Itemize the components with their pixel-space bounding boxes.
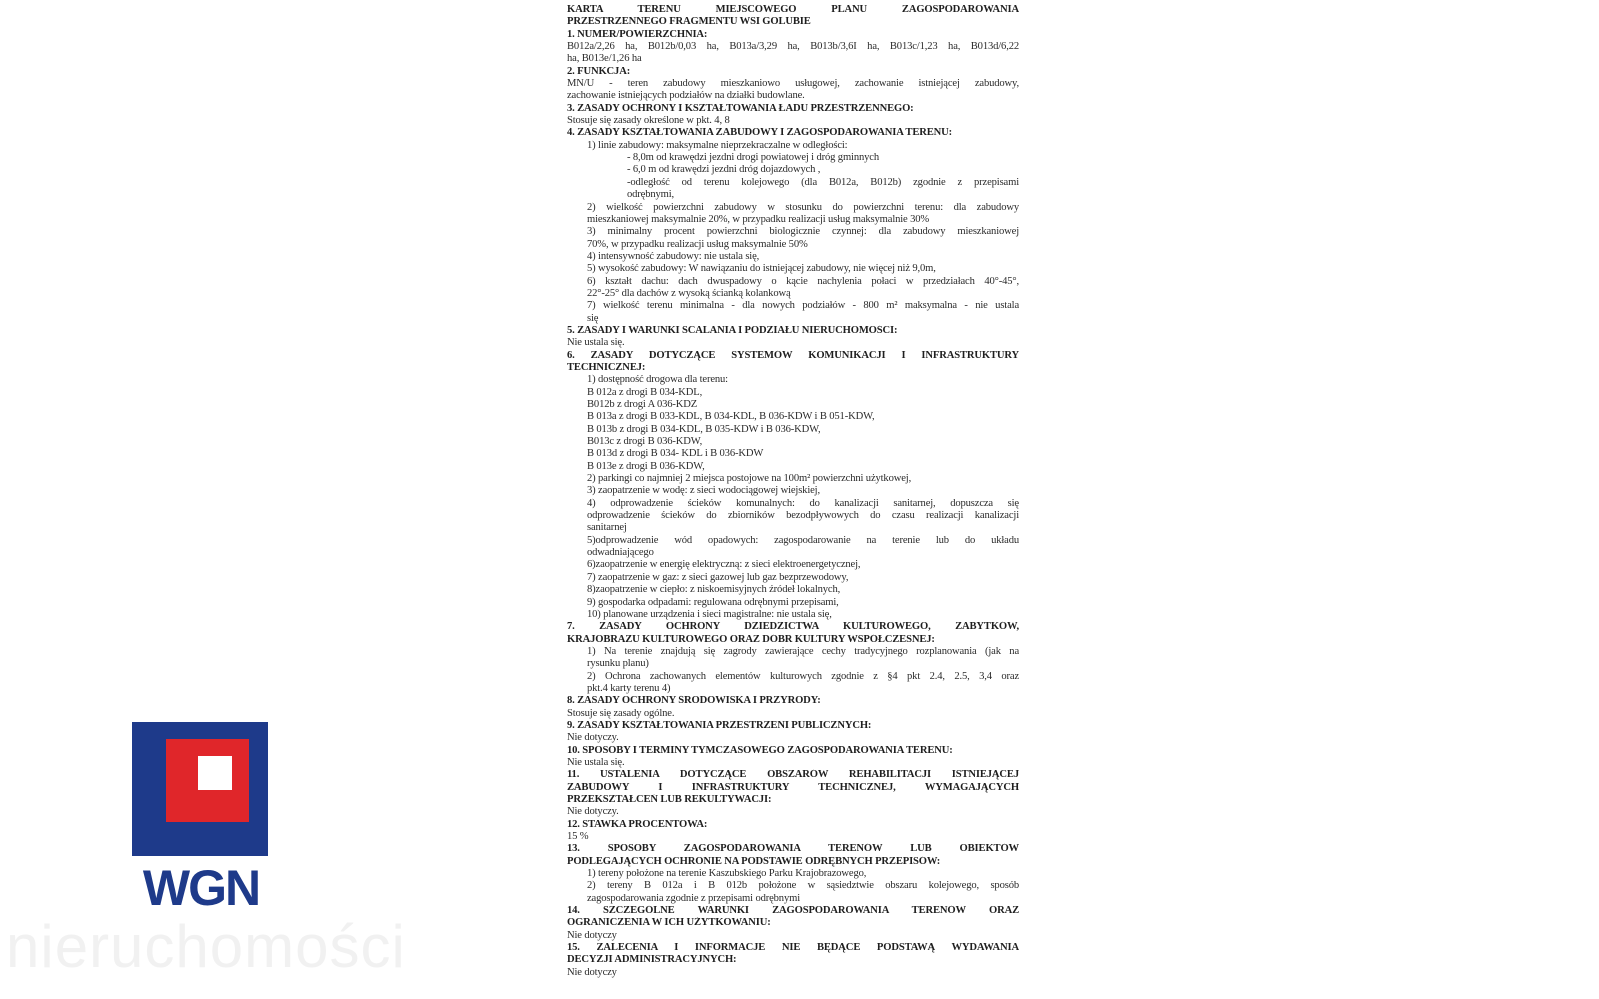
document-line: B 013e z drogi B 036-KDW, [587, 460, 705, 472]
document-line: 2) tereny B 012a i B 012b położone w sąsiedztwie obszaru kolejowego, sposób [587, 880, 1019, 892]
document-line: Nie dotyczy. [567, 806, 619, 818]
document-line: 2. FUNKCJA: [567, 65, 631, 77]
document-line: odrębnymi, [627, 189, 675, 201]
document-line: 5. ZASADY I WARUNKI SCALANIA I PODZIAŁU NIERUCHOMOŚCI: [567, 324, 898, 336]
document-line: 5)odprowadzenie wód opadowych: zagospodarowanie na terenie lub do układu [587, 534, 1019, 546]
document-line: - 8,0m od krawędzi jezdni drogi powiatowej i dróg gminnych [627, 152, 879, 164]
document-line: B 013d z drogi B 034- KDL i B 036-KDW [587, 448, 764, 460]
document-line: 1. NUMER/POWIERZCHNIA: [567, 28, 708, 40]
document-line: rysunku planu) [587, 658, 649, 670]
logo-white-square [198, 756, 232, 790]
document-line: zagospodarowania zgodnie z przepisami odrębnymi [587, 892, 800, 904]
document-line: 13. SPOSOBY ZAGOSPODAROWANIA TERENÓW LUB OBIEKTÓW [567, 843, 1019, 855]
document-line: 2) Ochrona zachowanych elementów kulturowych zgodnie z §4 pkt 2.4, 2.5, 3,4 oraz [587, 670, 1019, 682]
document-line: 10. SPOSOBY I TERMINY TYMCZASOWEGO ZAGOSPODAROWANIA TERENU: [567, 744, 953, 756]
document-line: Nie ustala się. [567, 337, 625, 349]
document-line: 3) zaopatrzenie w wodę: z sieci wodociągowej wiejskiej, [587, 485, 820, 497]
document-line: PODLEGAJĄCYCH OCHRONIE NA PODSTAWIE ODRĘBNYCH PRZEPISÓW: [567, 855, 941, 867]
document-line: odprowadzenie ścieków do zbiorników bezodpływowych do czasu realizacji kanalizacji [587, 510, 1019, 522]
document-line: B012b z drogi A 036-KDZ [587, 399, 698, 410]
document-line: 10) planowane urządzenia i sieci magistralne: nie ustala się, [587, 608, 832, 620]
document-line: Nie dotyczy [567, 929, 617, 941]
document-line: 2) parkingi co najmniej 2 miejsca postojowe na 100m² powierzchni użytkowej, [587, 473, 912, 485]
document-line: pkt.4 karty terenu 4) [587, 682, 671, 694]
document-line: 4) odprowadzenie ścieków komunalnych: do kanalizacji sanitarnej, dopuszcza się [587, 497, 1019, 509]
document-text [567, 4, 1019, 979]
document-line: 5) wysokość zabudowy: W nawiązaniu do istniejącej zabudowy, nie więcej niż 9,0m, [587, 263, 936, 275]
document-line: OGRANICZENIA W ICH UŻYTKOWANIU: [567, 917, 771, 929]
document-line: 1) dostępność drogowa dla terenu: [587, 374, 728, 386]
document-line: 70%, w przypadku realizacji usług maksymalnie 50% [587, 238, 808, 250]
document-line: Nie dotyczy [567, 966, 617, 978]
document-line: 6. ZASADY DOTYCZĄCE SYSTEMÓW KOMUNIKACJI I INFRASTRUKTURY [567, 349, 1019, 361]
document-line: sanitarnej [587, 522, 627, 534]
document-line: 7) zaopatrzenie w gaz: z sieci gazowej lub gaz bezprzewodowy, [587, 571, 849, 583]
logo-red-square [166, 739, 249, 822]
document-line: się [587, 312, 599, 324]
document-line: 2) wielkość powierzchni zabudowy w stosunku do powierzchni terenu: dla zabudowy [587, 201, 1019, 213]
document-line: zachowanie istniejących podziałów na działki budowlane. [567, 90, 805, 102]
document-line: B013c z drogi B 036-KDW, [587, 436, 703, 448]
document-line: 1) linie zabudowy: maksymalne nieprzekraczalne w odległości: [587, 139, 848, 151]
document-line: DECYZJI ADMINISTRACYJNYCH: [567, 954, 737, 966]
document-line: 8)zaopatrzenie w ciepło: z niskoemisyjnych źródeł lokalnych, [587, 584, 841, 596]
document-line: B 013a z drogi B 033-KDL, B 034-KDL, B 036-KDW i B 051-KDW, [587, 411, 875, 423]
document-line: 4) intensywność zabudowy: nie ustala się, [587, 250, 760, 262]
document-line: Nie ustala się. [567, 756, 625, 768]
document-line: 6)zaopatrzenie w energię elektryczną: z sieci elektroenergetycznej, [587, 559, 861, 571]
document-line: 3) minimalny procent powierzchni biologicznie czynnej: dla zabudowy mieszkaniowej [587, 226, 1019, 238]
document-line: -odległość od terenu kolejowego (dla B012a, B012b) zgodnie z przepisami [627, 176, 1019, 188]
document-line: 8. ZASADY OCHRONY ŚRODOWISKA I PRZYRODY: [567, 695, 821, 707]
document-line: B 012a z drogi B 034-KDL, [587, 386, 703, 398]
document-line: 1) Na terenie znajdują się zagrody zawierające cechy tradycyjnego rozplanowania (jak na [587, 645, 1019, 657]
document-line: PRZEKSZTAŁCEŃ LUB REKULTYWACJI: [567, 794, 772, 805]
document-line: 12. STAWKA PROCENTOWA: [567, 818, 708, 830]
document-line: 6) kształt dachu: dach dwuspadowy o kącie nachylenia połaci w przedziałach 40°-45°, [587, 275, 1019, 287]
document-line: 7) wielkość terenu minimalna - dla nowych podziałów - 800 m² maksymalna - nie ustala [587, 300, 1019, 312]
document-line: PRZESTRZENNEGO FRAGMENTU WSI GOLUBIE [567, 16, 811, 28]
document-line: B012a/2,26 ha, B012b/0,03 ha, B013a/3,29 ha, B013b/3,6I ha, B013c/1,23 ha, B013d/6,22 [567, 41, 1019, 53]
document-line: 22°-25° dla dachów z wysoką ścianką kolankową [587, 287, 791, 299]
document-line: Stosuje się zasady ogólne. [567, 707, 675, 719]
wgn-logo-icon [132, 722, 268, 856]
document-line: 15. ZALECENIA I INFORMACJE NIE BĘDĄCE PODSTAWĄ WYDAWANIA [567, 942, 1019, 954]
document-line: ZABUDOWY I INFRASTRUKTURY TECHNICZNEJ, WYMAGAJĄCYCH [567, 781, 1019, 793]
document-line: 9) gospodarka odpadami: regulowana odrębnymi przepisami, [587, 596, 839, 608]
document-line: TECHNICZNEJ: [567, 361, 646, 373]
document-line: KRAJOBRAZU KULTUROWEGO ORAZ DÓBR KULTURY WSPÓŁCZESNEJ: [567, 633, 935, 645]
document-line: 14. SZCZEGÓLNE WARUNKI ZAGOSPODAROWANIA TERENÓW ORAZ [567, 905, 1019, 917]
logo-wordmark: WGN [142, 860, 260, 916]
document-line: 9. ZASADY KSZTAŁTOWANIA PRZESTRZENI PUBLICZNYCH: [567, 719, 872, 731]
document-line: KARTA TERENU MIEJSCOWEGO PLANU ZAGOSPODAROWANIA [567, 4, 1019, 15]
document-line: MN/U - teren zabudowy mieszkaniowo usługowej, zachowanie istniejącej zabudowy, [567, 78, 1019, 90]
document-line: B 013b z drogi B 034-KDL, B 035-KDW i B 036-KDW, [587, 423, 821, 435]
watermark: nieruchomości [6, 913, 406, 980]
document-line: 15 % [567, 831, 589, 843]
document-line: 4. ZASADY KSZTAŁTOWANIA ZABUDOWY I ZAGOSPODAROWANIA TERENU: [567, 127, 953, 139]
document-line: ha, B013e/1,26 ha [567, 53, 642, 65]
document-line: 1) tereny położone na terenie Kaszubskiego Parku Krajobrazowego, [587, 868, 867, 880]
document-line: - 6,0 m od krawędzi jezdni dróg dojazdowych , [627, 164, 821, 176]
document-line: odwadniającego [587, 547, 654, 559]
document-line: Nie dotyczy. [567, 732, 619, 744]
document-line: Stosuje się zasady określone w pkt. 4, 8 [567, 115, 730, 127]
document-line: 3. ZASADY OCHRONY I KSZTAŁTOWANIA ŁADU PRZESTRZENNEGO: [567, 102, 914, 114]
document-line: 11. USTALENIA DOTYCZĄCE OBSZARÓW REHABILITACJI ISTNIEJĄCEJ [567, 769, 1019, 781]
document-line: 7. ZASADY OCHRONY DZIEDZICTWA KULTUROWEGO, ZABYTKÓW, [567, 621, 1019, 633]
document-line: mieszkaniowej maksymalnie 20%, w przypadku realizacji usług maksymalnie 30% [587, 213, 930, 225]
